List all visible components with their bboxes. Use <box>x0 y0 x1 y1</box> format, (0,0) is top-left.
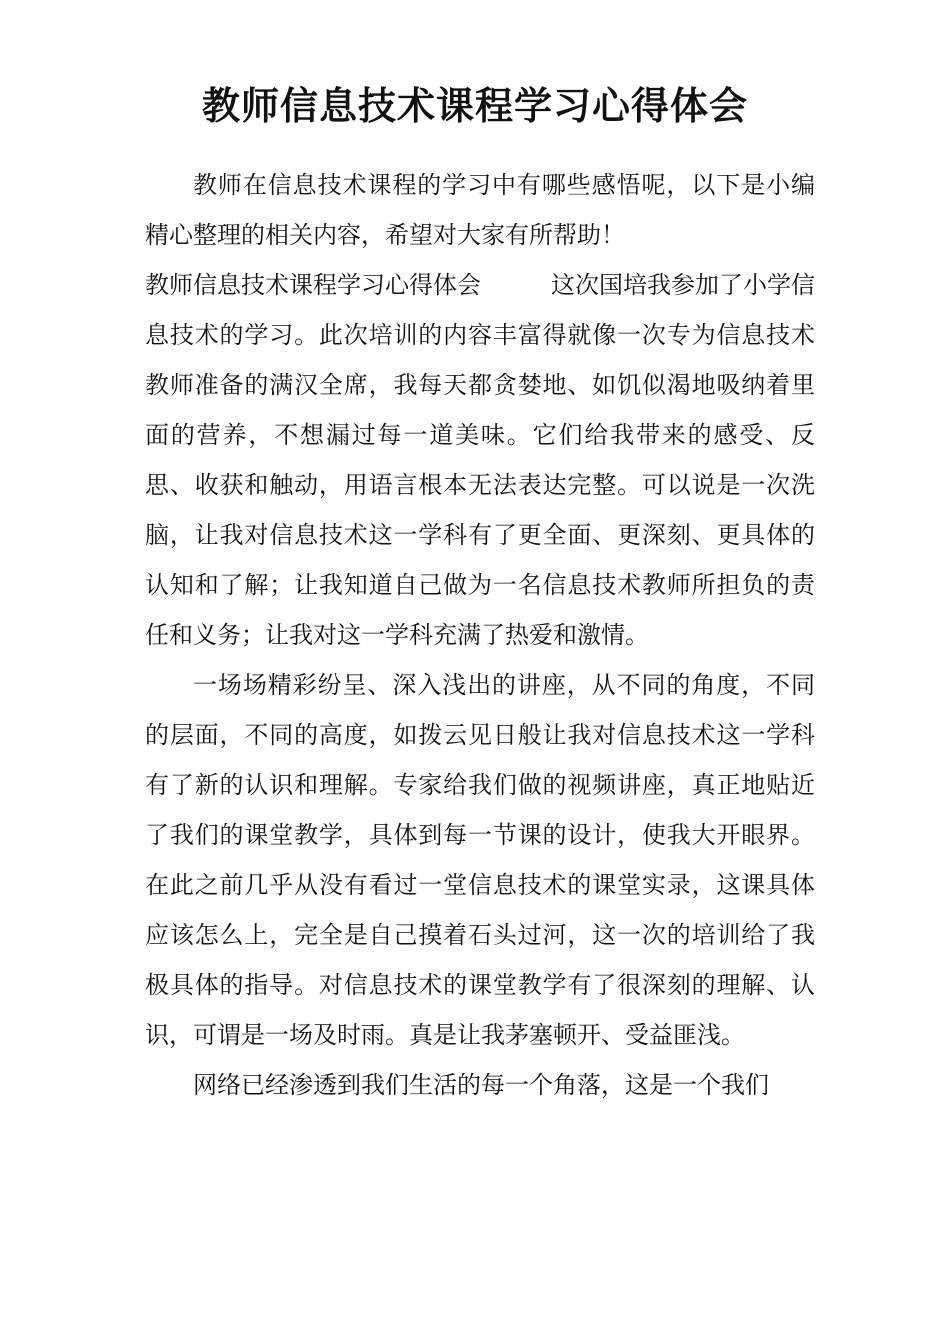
section-heading: 教师信息技术课程学习心得体会 <box>145 271 481 299</box>
document-body <box>145 160 815 1110</box>
section-paragraph <box>145 260 815 660</box>
paragraph-3: 网络已经渗透到我们生活的每一个角落，这是一个我们 <box>193 1071 769 1099</box>
paragraph-1: 这次国培我参加了小学信息技术的学习。此次培训的内容丰富得就像一次专为信息技术教师准备的满汉全席，我每天都贪婪地、如饥似渴地吸纳着里面的营养，不想漏过每一道美味。它们给我带来的感受、反思、收获和触动，用语言根本无法表达完整。可以说是一次洗脑，让我对信息技术这一学科有了更全面、更深刻、更具体的认知和了解；让我知道自己做为一名信息技术教师所担负的责任和义务；让我对这一学科充满了热爱和激情。 <box>145 271 815 649</box>
paragraph-2: 一场场精彩纷呈、深入浅出的讲座，从不同的角度，不同的层面，不同的高度，如拨云见日般让我对信息技术这一学科有了新的认识和理解。专家给我们做的视频讲座，真正地贴近了我们的课堂教学，具体到每一节课的设计，使我大开眼界。在此之前几乎从没有看过一堂信息技术的课堂实录，这课具体应该怎么上，完全是自己摸着石头过河，这一次的培训给了我极具体的指导。对信息技术的课堂教学有了很深刻的理解、认识，可谓是一场及时雨。真是让我茅塞顿开、受益匪浅。 <box>145 671 815 1049</box>
document-title: 教师信息技术课程学习心得体会 <box>201 83 748 128</box>
intro-paragraph: 教师在信息技术课程的学习中有哪些感悟呢，以下是小编精心整理的相关内容，希望对大家有所帮助！ <box>145 171 815 249</box>
